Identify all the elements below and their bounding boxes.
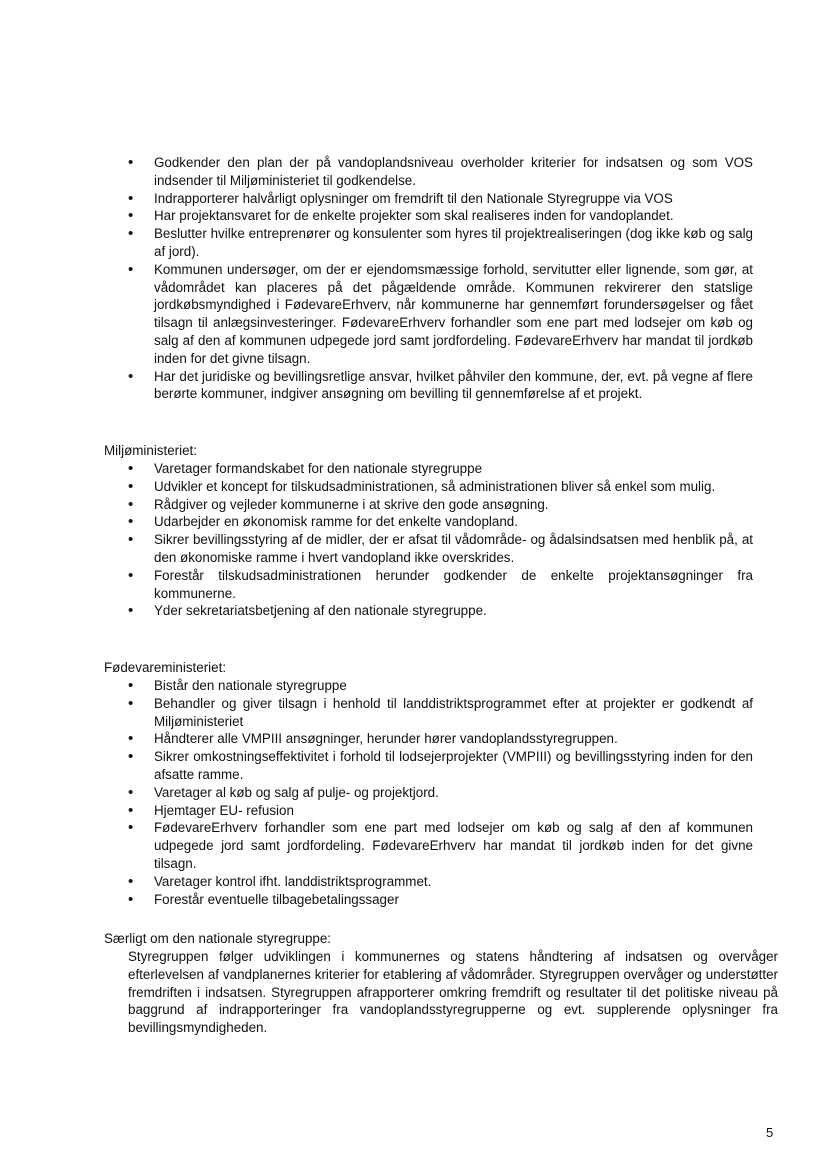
list-item: • Sikrer bevillingsstyring af de midler, der er afsat til vådområde- og ådalsindsatsen med henblik på, at den økonomiske ramme i hvert vandopland ikke overskrides. — [128, 531, 753, 567]
list-item: • Har projektansvaret for de enkelte projekter som skal realiseres inden for vandoplandet. — [128, 207, 753, 225]
list-item: • Behandler og giver tilsagn i henhold til landdistriktsprogrammet efter at projekter er godkendt af Miljøministeriet — [128, 695, 753, 731]
kommunen-responsibilities-list — [128, 154, 753, 403]
list-item: • Udarbejder en økonomisk ramme for det enkelte vandopland. — [128, 513, 753, 531]
list-item: • Varetager kontrol ifht. landdistriktsprogrammet. — [128, 873, 753, 891]
list-item: • Bistår den nationale styregruppe — [128, 677, 753, 695]
page-number: 5 — [766, 1125, 774, 1140]
list-item: • Indrapporterer halvårligt oplysninger om fremdrift til den Nationale Styregruppe via VOS — [128, 190, 753, 208]
miljoministeriet-list — [128, 460, 753, 620]
list-item: • Sikrer omkostningseffektivitet i forhold til lodsejerprojekter (VMPIII) og bevillingsstyring inden for den afsatte ramme. — [128, 748, 753, 784]
miljoministeriet-heading: Miljøministeriet: — [104, 443, 197, 458]
list-item: • Håndterer alle VMPIII ansøgninger, herunder hører vandoplandsstyregruppen. — [128, 730, 753, 748]
list-item: • Kommunen undersøger, om der er ejendomsmæssige forhold, servitutter eller lignende, som gør, at vådområdet kan placeres på det pågældende område. Kommunen rekvirerer den statslige jordkøbsmyndighed i FødevareErhverv, når kommunerne har gennemført forundersøgelser og fået tilsagn til anlægsinvesteringer. FødevareErhverv forhandler som ene part med lodsejer om køb og salg af den af kommunen udpegede jord samt jordfordeling. FødevareErhverv har mandat til jordkøb inden for det givne tilsagn. — [128, 261, 753, 368]
list-item: • Varetager formandskabet for den nationale styregruppe — [128, 460, 753, 478]
list-item: • Hjemtager EU- refusion — [128, 802, 753, 820]
styregruppe-heading: Særligt om den nationale styregruppe: — [104, 931, 332, 946]
list-item: • Forestår tilskudsadministrationen herunder godkender de enkelte projektansøgninger fra kommunerne. — [128, 567, 753, 603]
fodevareministeriet-list — [128, 677, 753, 908]
list-item: • Udvikler et koncept for tilskudsadministrationen, så administrationen bliver så enkel som mulig. — [128, 478, 753, 496]
list-item: • Forestår eventuelle tilbagebetalingssager — [128, 891, 753, 909]
list-item: • Godkender den plan der på vandoplandsniveau overholder kriterier for indsatsen og som VOS indsender til Miljøministeriet til godkendelse. — [128, 154, 753, 190]
styregruppe-paragraph: Styregruppen følger udviklingen i kommunernes og statens håndtering af indsatsen og overvåger efterlevelsen af vandplanernes kriterier for etablering af vådområder. Styregruppen overvåger og understøtter fremdriften i indsatsen. Styregruppen afrapporterer omkring fremdrift og resultater til det politiske niveau på baggrund af indrapporteringer fra vandoplandsstyregrupperne og evt. supplerende oplysninger fra bevillingsmyndigheden. — [128, 949, 778, 1036]
list-item: • Varetager al køb og salg af pulje- og projektjord. — [128, 784, 753, 802]
list-item: • Yder sekretariatsbetjening af den nationale styregruppe. — [128, 602, 753, 620]
fodevareministeriet-heading: Fødevareministeriet: — [104, 660, 227, 675]
list-item: • Har det juridiske og bevillingsretlige ansvar, hvilket påhviler den kommune, der, evt. på vegne af flere berørte kommuner, indgiver ansøgning om bevilling til gennemførelse af et projekt. — [128, 368, 753, 404]
list-item: • Beslutter hvilke entreprenører og konsulenter som hyres til projektrealiseringen (dog ikke køb og salg af jord). — [128, 225, 753, 261]
list-item: • Rådgiver og vejleder kommunerne i at skrive den gode ansøgning. — [128, 496, 753, 514]
list-item: • FødevareErhverv forhandler som ene part med lodsejer om køb og salg af den af kommunen udpegede jord samt jordfordeling. FødevareErhverv har mandat til jordkøb inden for det givne tilsagn. — [128, 819, 753, 872]
